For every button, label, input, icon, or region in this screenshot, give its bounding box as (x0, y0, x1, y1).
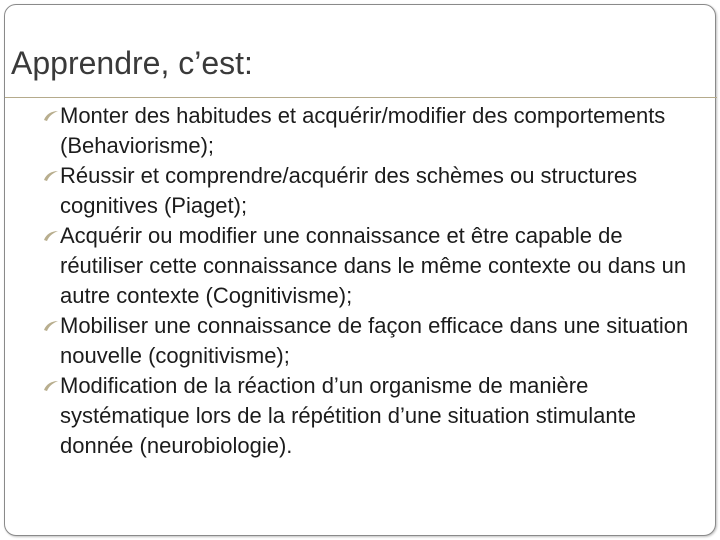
bullet-text: Modification de la réaction d’un organisme de manière systématique lors de la répétition d’une situation stimulante donnée (neurobiologie). (60, 373, 636, 458)
bullet-item-1 (43, 101, 703, 161)
bullet-item-3 (43, 221, 703, 311)
swoosh-bullet-icon (43, 379, 60, 393)
slide-title: Apprendre, c’est: (11, 45, 253, 81)
swoosh-bullet-icon (43, 229, 60, 243)
bullet-item-2 (43, 161, 703, 221)
bullet-text: Réussir et comprendre/acquérir des schèmes ou structures cognitives (Piaget); (60, 163, 638, 218)
bullet-item-4 (43, 311, 703, 371)
bullet-list (43, 101, 703, 461)
swoosh-bullet-icon (43, 109, 60, 123)
slide (4, 4, 716, 536)
bullet-text: Mobiliser une connaissance de façon efficace dans une situation nouvelle (cognitivisme); (60, 313, 689, 368)
bullet-item-5 (43, 371, 703, 461)
bullet-text: Monter des habitudes et acquérir/modifier des comportements (Behaviorisme); (60, 103, 666, 158)
swoosh-bullet-icon (43, 169, 60, 183)
bullet-text: Acquérir ou modifier une connaissance et être capable de réutiliser cette connaissance dans le même contexte ou dans un autre contexte (Cognitivisme); (60, 223, 687, 308)
swoosh-bullet-icon (43, 319, 60, 333)
title-divider (5, 97, 717, 98)
